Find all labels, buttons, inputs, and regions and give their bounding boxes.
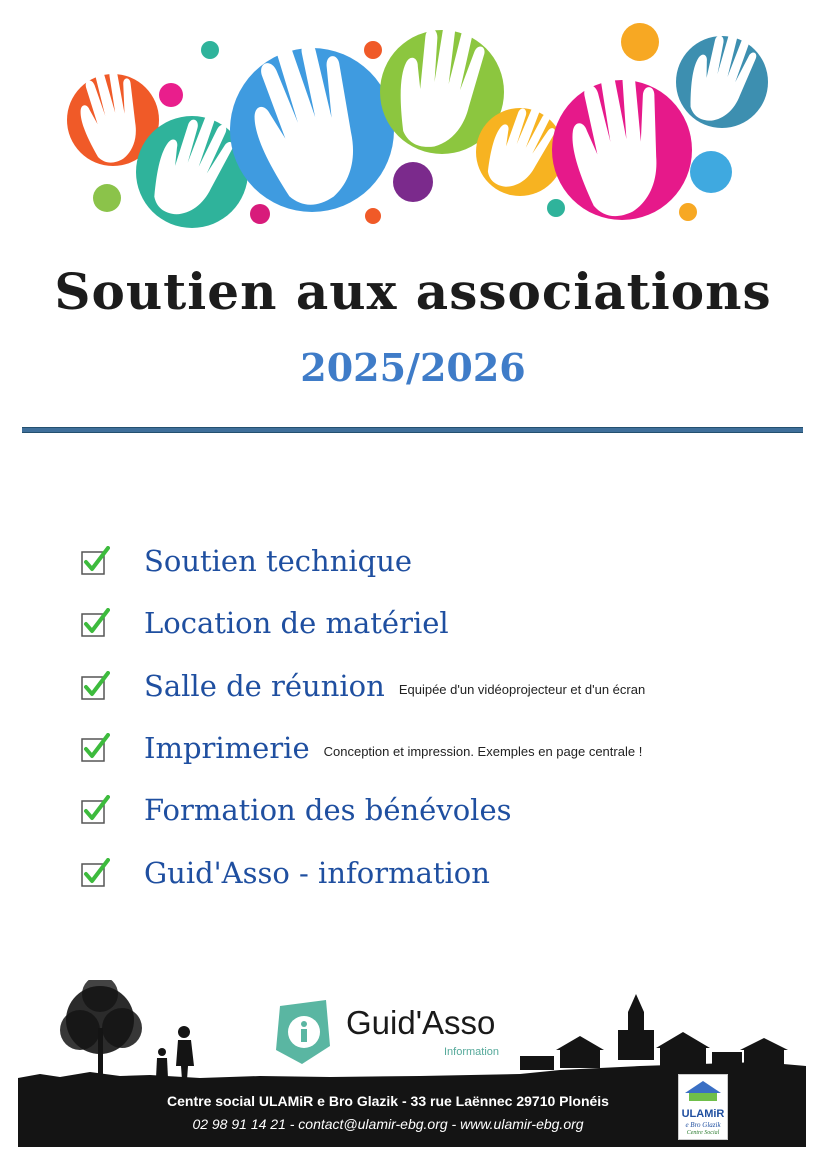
service-label: Location de matériel [144,606,449,640]
checkbox-checked-icon [80,671,110,701]
checkbox-checked-icon [80,546,110,576]
service-item-soutien-technique [80,544,412,578]
ulamir-logo-name: ULAMiR [681,1108,725,1120]
guidasso-logo-sub: Information [444,1046,500,1058]
ulamir-logo-sub: e Bro Glazik [685,1121,721,1129]
season-year: 2025/2026 [300,345,526,390]
ulamir-emblem-icon [679,1075,727,1105]
footer-contact: 02 98 91 14 21 - contact@ulamir-ebg.org - www.ulamir-ebg.org [192,1116,584,1132]
service-item-guidasso [80,856,490,890]
service-item-formation-benevoles [80,793,511,827]
guidasso-logo-name: Guid'Asso [346,1004,496,1041]
checkbox-checked-icon [80,795,110,825]
service-label: Guid'Asso - information [144,856,490,890]
service-note: Conception et impression. Exemples en page centrale ! [323,743,643,759]
service-item-location-materiel [80,606,449,640]
page-title: Soutien aux associations [54,262,772,321]
checkbox-checked-icon [80,733,110,763]
dot-decoration [201,41,219,59]
service-item-imprimerie [80,731,642,765]
service-label: Imprimerie [144,731,310,765]
service-label: Salle de réunion [144,669,385,703]
checkbox-checked-icon [80,858,110,888]
hands-banner-illustration [0,0,826,240]
checkbox-checked-icon [80,608,110,638]
service-item-salle-reunion [80,669,645,703]
ulamir-logo-sub2: Centre Social [686,1130,720,1136]
service-note: Equipée d'un vidéoprojecteur et d'un écran [398,681,646,697]
service-label: Formation des bénévoles [144,793,512,827]
divider-rule [22,427,803,433]
footer-address: Centre social ULAMiR e Bro Glazik - 33 rue Laënnec 29710 Plonéis [167,1093,609,1109]
info-icon [272,998,334,1068]
service-label: Soutien technique [144,544,413,578]
